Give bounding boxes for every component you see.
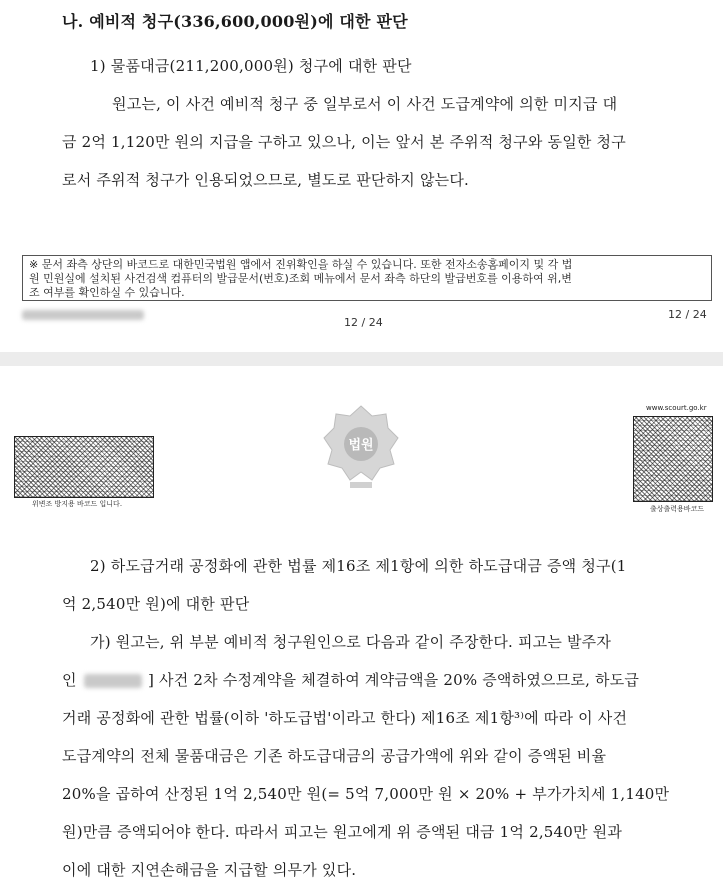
body-line-start: 인: [62, 671, 77, 689]
body-line: 20%을 곱하여 산정된 1억 2,540만 원(= 5억 7,000만 원 × 20% + 부가가치세 1,140만: [62, 785, 670, 803]
redacted-issue-number: [22, 310, 144, 320]
anti-forgery-barcode: [14, 436, 154, 498]
section-heading: 나. 예비적 청구(336,600,000원)에 대한 판단: [62, 12, 408, 31]
body-line: 억 2,540만 원)에 대한 판단: [62, 595, 250, 613]
notice-line: 조 여부를 확인하실 수 있습니다.: [29, 286, 185, 299]
verification-notice-box: [22, 255, 712, 301]
notice-line: ※ 문서 좌측 상단의 바코드로 대한민국법원 앱에서 진위확인을 하실 수 있습니다. 또한 전자소송홈페이지 및 각 법: [29, 258, 573, 271]
court-url: www.scourt.go.kr: [646, 404, 707, 412]
body-line: 거래 공정화에 관한 법률(이하 '하도급법'이라고 한다) 제16조 제1항³⁾에 따라 이 사건: [62, 709, 628, 727]
page-number-right: 12 / 24: [668, 308, 707, 321]
body-line: 가) 원고는, 위 부분 예비적 청구원인으로 다음과 같이 주장한다. 피고는 발주자: [90, 633, 612, 651]
body-line: 이에 대한 지연손해금을 지급할 의무가 있다.: [62, 861, 357, 879]
body-line: 원고는, 이 사건 예비적 청구 중 일부로서 이 사건 도급계약에 의한 미지급 대: [112, 95, 618, 113]
barcode-caption-right: 출상출력용바코드: [650, 505, 705, 513]
page-number: 12 / 24: [344, 316, 383, 329]
issue-barcode: [633, 416, 713, 502]
document-page-12: [0, 0, 723, 352]
court-seal-icon: [322, 404, 400, 490]
seal-text: 법원: [348, 438, 374, 453]
body-line: 로서 주위적 청구가 인용되었으므로, 별도로 판단하지 않는다.: [62, 171, 469, 189]
subsection-heading: 1) 물품대금(211,200,000원) 청구에 대한 판단: [90, 57, 412, 75]
subsection-heading: 2) 하도급거래 공정화에 관한 법률 제16조 제1항에 의한 하도급대금 증액 청구(1: [90, 557, 627, 575]
body-line: 금 2억 1,120만 원의 지급을 구하고 있으나, 이는 앞서 본 주위적 청구와 동일한 청구: [62, 133, 626, 151]
redacted-name: [84, 674, 142, 688]
body-line: ] 사건 2차 수정계약을 체결하여 계약금액을 20% 증액하였으므로, 하도급: [148, 671, 640, 689]
body-line: 원)만큼 증액되어야 한다. 따라서 피고는 원고에게 위 증액된 대금 1억 2,540만 원과: [62, 823, 623, 841]
barcode-caption: 위변조 방지용 바코드 입니다.: [32, 500, 123, 508]
notice-line: 원 민원실에 설치된 사건검색 컴퓨터의 발급문서(번호)조회 메뉴에서 문서 좌측 하단의 발급번호를 이용하여 위,변: [29, 272, 572, 285]
document-page-13: [0, 366, 723, 880]
body-line: 도급계약의 전체 물품대금은 기존 하도급대금의 공급가액에 위와 같이 증액된 비율: [62, 747, 607, 765]
